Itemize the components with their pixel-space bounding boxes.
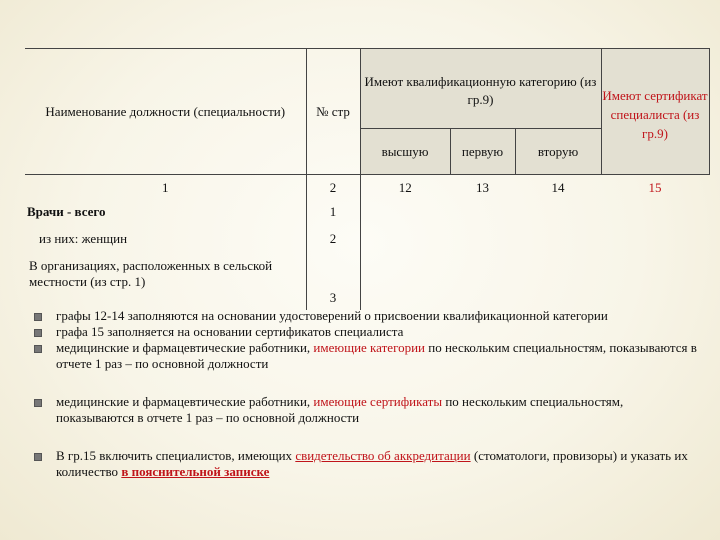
row-number: 3 xyxy=(306,254,360,310)
accreditation-link: свидетельство об аккредитации xyxy=(295,448,471,463)
note-item xyxy=(34,448,704,480)
table-cell xyxy=(515,224,601,254)
column-numbers-row xyxy=(25,175,709,201)
header-highest: высшую xyxy=(360,129,450,175)
table-cell xyxy=(450,224,515,254)
row-label: из них: женщин xyxy=(39,231,128,246)
col-number: 13 xyxy=(476,179,489,195)
bullet-square-icon xyxy=(34,313,42,321)
col-number: 15 xyxy=(648,179,662,195)
bullet-square-icon xyxy=(34,329,42,337)
explanatory-note-link: в пояснительной записке xyxy=(121,464,270,479)
note-text: по нескольким специальностям, показываются в отчете 1 раз – по основной должности xyxy=(56,340,697,371)
col-number: 2 xyxy=(306,175,360,201)
note-item xyxy=(34,340,704,372)
table-cell xyxy=(450,254,515,310)
table-cell xyxy=(515,254,601,310)
note-text: по нескольким специальностям, показываются в отчете 1 раз – по основной должности xyxy=(56,394,624,425)
note-item xyxy=(34,324,704,340)
note-item xyxy=(34,308,704,324)
header-position: Наименование должности (специальности) xyxy=(25,49,306,175)
row-label: Врачи - всего xyxy=(27,204,106,219)
table-cell xyxy=(360,224,450,254)
note-text: (стоматологи, провизоры) и указать их количество xyxy=(56,448,688,479)
table-row xyxy=(25,200,709,224)
table-cell xyxy=(601,224,709,254)
header-second: вторую xyxy=(515,129,601,175)
row-number: 2 xyxy=(306,224,360,254)
bullet-square-icon xyxy=(34,345,42,353)
table-cell xyxy=(601,254,709,310)
table-row xyxy=(25,224,709,254)
col-number: 12 xyxy=(360,175,450,201)
table-cell xyxy=(360,200,450,224)
table-header-row xyxy=(25,49,709,129)
table-cell xyxy=(515,200,601,224)
table-row xyxy=(25,254,709,310)
note-text: графы 12-14 заполняются на основании удостоверений о присвоении квалификационной категории xyxy=(56,308,608,323)
table-cell xyxy=(450,200,515,224)
col-number: 14 xyxy=(551,179,565,195)
table-cell xyxy=(601,200,709,224)
header-qualification: Имеют квалификационную категорию (из гр.9) xyxy=(360,49,601,129)
note-text: медицинские и фармацевтические работники, xyxy=(56,394,314,409)
row-label: В организациях, расположенных в сельской местности (из стр. 1) xyxy=(29,258,273,289)
bullet-square-icon xyxy=(34,399,42,407)
note-highlight: имеющие сертификаты xyxy=(313,394,443,409)
table-cell xyxy=(360,254,450,310)
col-number: 1 xyxy=(162,179,169,195)
header-certificate: Имеют сертификат специалиста (из гр.9) xyxy=(601,49,709,175)
note-text: графа 15 заполняется на основании сертификатов специалиста xyxy=(56,324,404,339)
note-text: медицинские и фармацевтические работники, xyxy=(56,340,314,355)
notes-list xyxy=(34,308,704,480)
header-first: первую xyxy=(450,129,515,175)
note-text: В гр.15 включить специалистов, имеющих xyxy=(56,448,296,463)
header-row-number: № стр xyxy=(306,49,360,175)
bullet-square-icon xyxy=(34,453,42,461)
row-number: 1 xyxy=(306,200,360,224)
statistics-table xyxy=(25,48,710,310)
note-item xyxy=(34,394,704,426)
note-highlight: имеющие категории xyxy=(313,340,425,355)
